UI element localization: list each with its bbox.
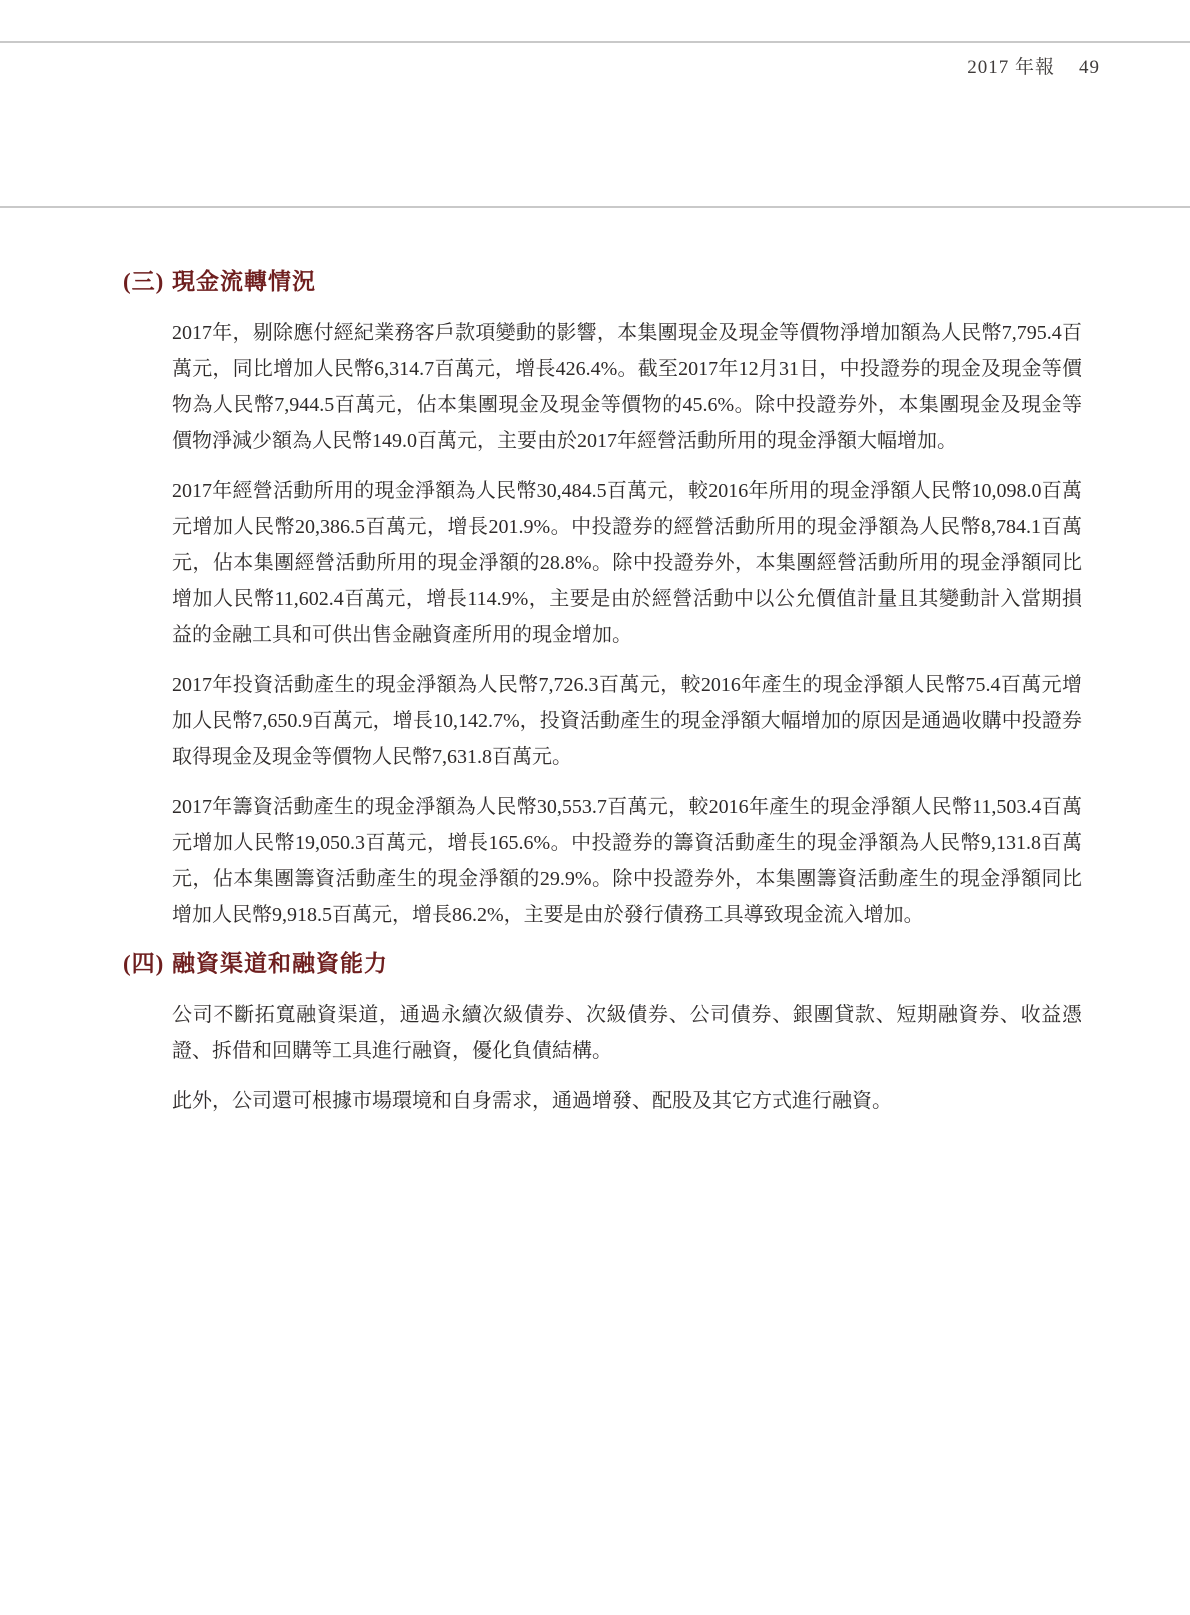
section-financing-channels: [0, 947, 1190, 1119]
section-marker: (三): [123, 269, 165, 294]
header-rule-bottom: [0, 206, 1190, 208]
paragraph-other-financing: 此外，公司還可根據市場環境和自身需求，通過增發、配股及其它方式進行融資。: [172, 1090, 892, 1112]
paragraph-operating-activities: 2017年經營活動所用的現金淨額為人民幣30,484.5百萬元，較2016年所用的現金淨額人民幣10,098.0百萬元增加人民幣20,386.5百萬元，增長201.9%。中投證券的經營活動所用的現金淨額為人民幣8,784.1百萬元，佔本集團經營活動所用的現金淨額的28.8%。除中投證券外，本集團經營活動所用的現金淨額同比增加人民幣11,602.4百萬元，增長114.9%，主要是由於經營活動中以公允價值計量且其變動計入當期損益的金融工具和可供出售金融資產所用的現金增加。: [172, 480, 1082, 646]
header-rule-top: [0, 41, 1190, 43]
paragraph-investing-activities: 2017年投資活動產生的現金淨額為人民幣7,726.3百萬元，較2016年產生的現金淨額人民幣75.4百萬元增加人民幣7,650.9百萬元，增長10,142.7%，投資活動產生的現金淨額大幅增加的原因是通過收購中投證券取得現金及現金等價物人民幣7,631.8百萬元。: [172, 674, 1082, 768]
paragraph-net-increase: 2017年，剔除應付經紀業務客戶款項變動的影響，本集團現金及現金等價物淨增加額為人民幣7,795.4百萬元，同比增加人民幣6,314.7百萬元，增長426.4%。截至2017年12月31日，中投證券的現金及現金等價物為人民幣7,944.5百萬元，佔本集團現金及現金等價物的45.6%。除中投證券外，本集團現金及現金等價物淨減少額為人民幣149.0百萬元，主要由於2017年經營活動所用的現金淨額大幅增加。: [172, 322, 1082, 452]
page-number: 49: [1079, 57, 1100, 78]
section-cash-flow: [0, 265, 1190, 933]
paragraph-financing-tools: 公司不斷拓寬融資渠道，通過永續次級債券、次級債券、公司債券、銀團貸款、短期融資券、收益憑證、拆借和回購等工具進行融資，優化負債結構。: [172, 1004, 1082, 1062]
section-heading-cash-flow: [123, 265, 1082, 299]
page-header: [967, 52, 1100, 79]
report-title: 2017 年報: [967, 57, 1055, 78]
section-marker: (四): [123, 951, 165, 976]
page-content: [0, 265, 1190, 1133]
section-body: [0, 997, 1190, 1119]
section-title: 現金流轉情況: [172, 269, 316, 294]
paragraph-financing-activities: 2017年籌資活動產生的現金淨額為人民幣30,553.7百萬元，較2016年產生的現金淨額人民幣11,503.4百萬元增加人民幣19,050.3百萬元，增長165.6%。中投證券的籌資活動產生的現金淨額為人民幣9,131.8百萬元，佔本集團籌資活動產生的現金淨額的29.9%。除中投證券外，本集團籌資活動產生的現金淨額同比增加人民幣9,918.5百萬元，增長86.2%，主要是由於發行債務工具導致現金流入增加。: [172, 796, 1082, 926]
section-heading-financing-channels: [123, 947, 1082, 981]
section-body: [0, 315, 1190, 933]
section-title: 融資渠道和融資能力: [172, 951, 388, 976]
